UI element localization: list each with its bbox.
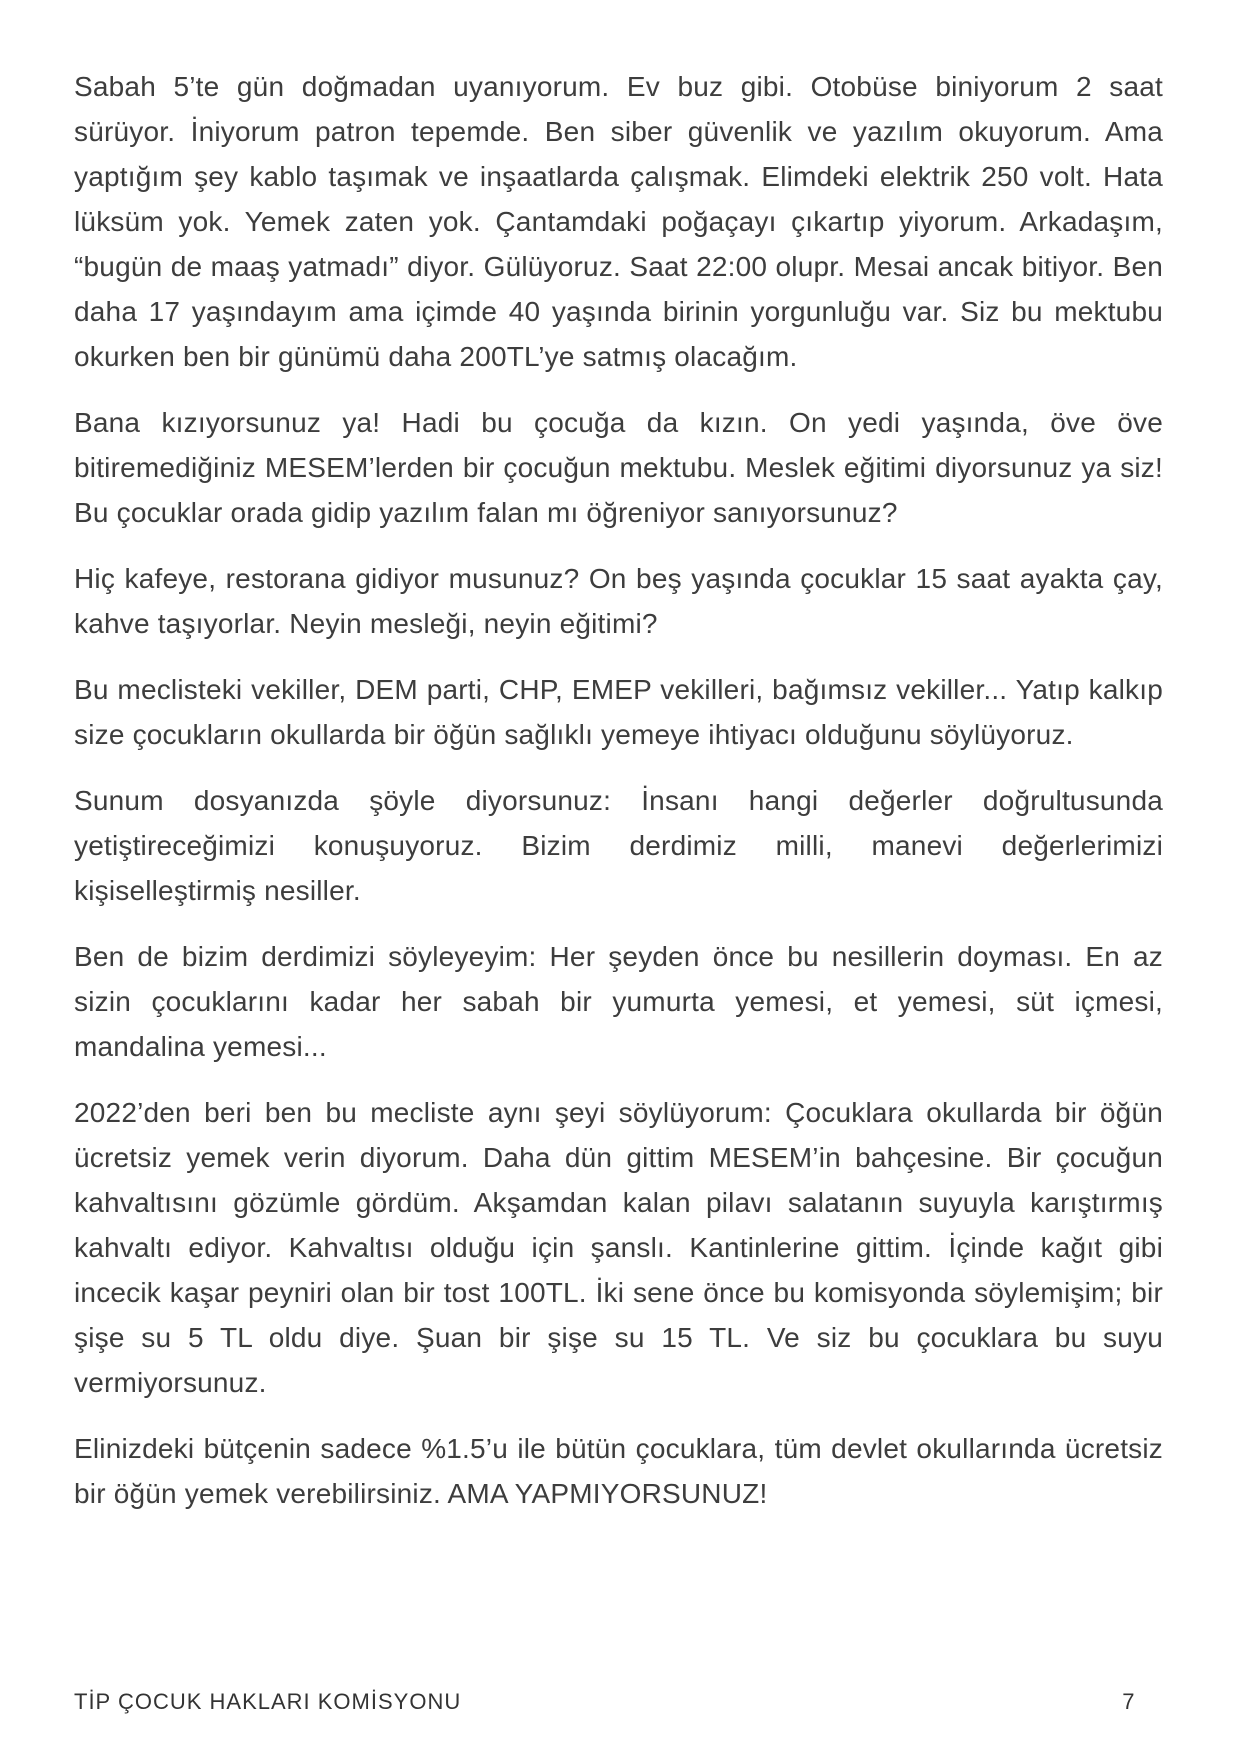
letter-body: [74, 64, 1163, 1516]
paragraph-presentation-file: Sunum dosyanızda şöyle diyorsunuz: İnsanı hangi değerler doğrultusunda yetiştireceğimizi konuşuyoruz. Bizim derdimiz milli, manevi değerlerimizi kişiselleştirmiş nesiller.: [74, 785, 1163, 906]
page-number: 7: [1122, 1689, 1135, 1714]
paragraph-budget-conclusion: Elinizdeki bütçenin sadece %1.5’u ile bütün çocuklara, tüm devlet okullarında ücretsiz bir öğün yemek verebilirsiniz. AMA YAPMIYORSUNUZ!: [74, 1433, 1163, 1509]
paragraph-our-concern: Ben de bizim derdimizi söyleyeyim: Her şeyden önce bu nesillerin doyması. En az sizin çocuklarını kadar her sabah bir yumurta yemesi, et yemesi, süt içmesi, mandalina yemesi...: [74, 941, 1163, 1062]
paragraph-since-2022: 2022’den beri ben bu mecliste aynı şeyi söylüyorum: Çocuklara okullarda bir öğün ücretsiz yemek verin diyorum. Daha dün gittim MESEM’in bahçesine. Bir çocuğun kahvaltısını gözümle gördüm. Akşamdan kalan pilavı salatanın suyuyla karıştırmış kahvaltı ediyor. Kahvaltısı olduğu için şanslı. Kantinlerine gittim. İçinde kağıt gibi incecik kaşar peyniri olan bir tost 100TL. İki sene önce bu komisyonda söylemişim; bir şişe su 5 TL oldu diye. Şuan bir şişe su 15 TL. Ve siz bu çocuklara bu suyu vermiyorsunuz.: [74, 1097, 1163, 1398]
paragraph-parliament-deputies: Bu meclisteki vekiller, DEM parti, CHP, EMEP vekilleri, bağımsız vekiller... Yatıp kalkıp size çocukların okullarda bir öğün sağlıklı yemeye ihtiyacı olduğunu söylüyoruz.: [74, 674, 1163, 750]
page-footer: [74, 1688, 1163, 1716]
paragraph-cafe-question: Hiç kafeye, restorana gidiyor musunuz? On beş yaşında çocuklar 15 saat ayakta çay, kahve taşıyorlar. Neyin mesleği, neyin eğitimi?: [74, 563, 1163, 639]
paragraph-morning-routine: Sabah 5’te gün doğmadan uyanıyorum. Ev buz gibi. Otobüse biniyorum 2 saat sürüyor. İniyorum patron tepemde. Ben siber güvenlik ve yazılım okuyorum. Ama yaptığım şey kablo taşımak ve inşaatlarda çalışmak. Elimdeki elektrik 250 volt. Hata lüksüm yok. Yemek zaten yok. Çantamdaki poğaçayı çıkartıp yiyorum. Arkadaşım, “bugün de maaş yatmadı” diyor. Gülüyoruz. Saat 22:00 olupr. Mesai ancak bitiyor. Ben daha 17 yaşındayım ama içimde 40 yaşında birinin yorgunluğu var. Siz bu mektubu okurken ben bir günümü daha 200TL’ye satmış olacağım.: [74, 71, 1163, 372]
footer-committee-name: TİP ÇOCUK HAKLARI KOMİSYONU: [74, 1689, 462, 1714]
paragraph-mesem-letter: Bana kızıyorsunuz ya! Hadi bu çocuğa da kızın. On yedi yaşında, öve öve bitiremediğiniz MESEM’lerden bir çocuğun mektubu. Meslek eğitimi diyorsunuz ya siz! Bu çocuklar orada gidip yazılım falan mı öğreniyor sanıyorsunuz?: [74, 407, 1163, 528]
